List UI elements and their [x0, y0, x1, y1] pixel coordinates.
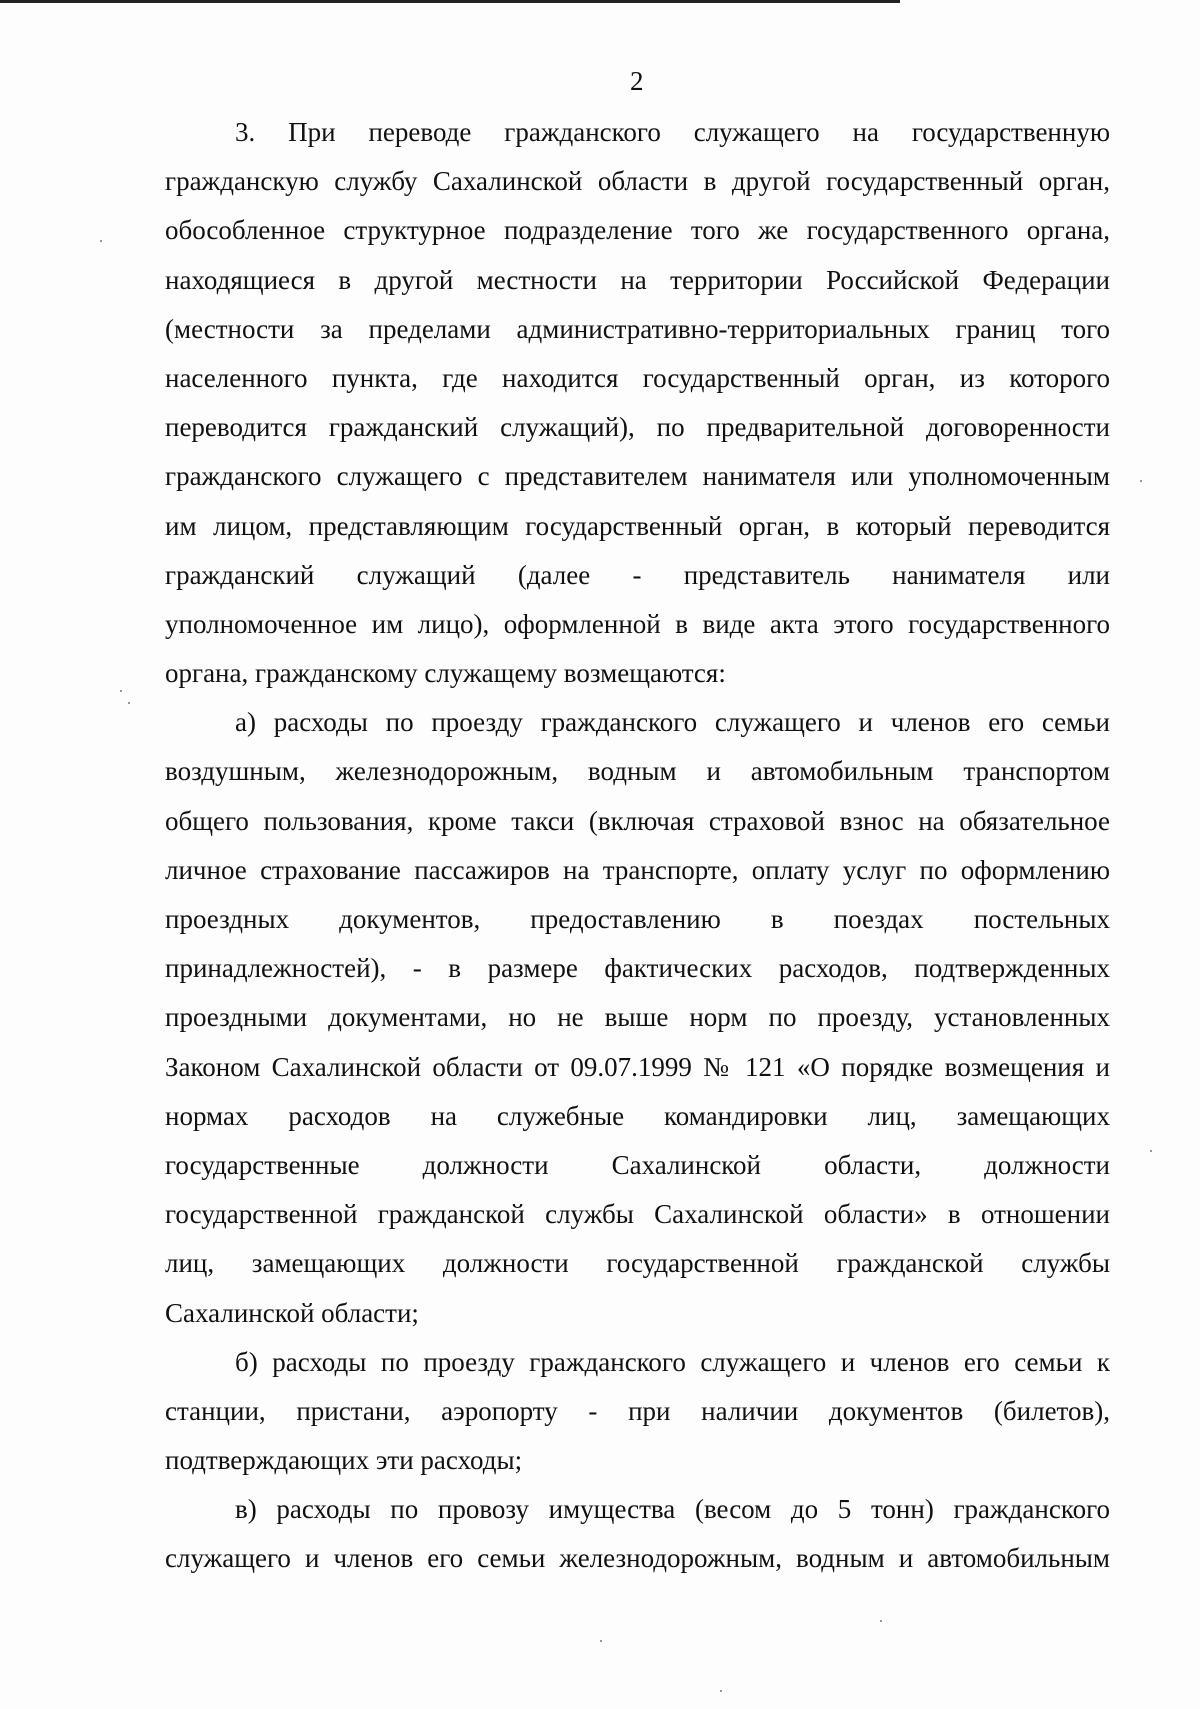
- text-line: органа, гражданскому служащему возмещаются:: [165, 658, 726, 689]
- text-line: служащего и членов его семьи железнодорожным, водным и автомобильным: [165, 1543, 1110, 1574]
- text-line: (местности за пределами административно-территориальных границ того: [165, 313, 1110, 344]
- scan-speck: [1150, 1150, 1152, 1152]
- text-line: переводится гражданский служащий), по предварительной договоренности: [165, 412, 1110, 443]
- top-edge-rule: [0, 0, 900, 3]
- scan-speck: [1140, 480, 1142, 482]
- text-line: лиц, замещающих должности государственной гражданской службы: [165, 1248, 1110, 1279]
- text-line: Законом Сахалинской области от 09.07.1999 № 121 «О порядке возмещения и: [165, 1051, 1110, 1082]
- text-line: нормах расходов на служебные командировки лиц, замещающих: [165, 1100, 1110, 1131]
- scan-speck: [720, 1690, 722, 1692]
- text-line: населенного пункта, где находится государственный орган, из которого: [165, 362, 1110, 393]
- text-line: государственные должности Сахалинской области, должности: [165, 1149, 1110, 1180]
- text-line: им лицом, представляющим государственный орган, в который переводится: [165, 510, 1110, 541]
- text-line: воздушным, железнодорожным, водным и автомобильным транспортом: [165, 756, 1110, 787]
- scan-speck: [100, 240, 102, 242]
- paragraph-v: [165, 1485, 1110, 1583]
- text-line: уполномоченное им лицо), оформленной в виде акта этого государственного: [165, 608, 1110, 639]
- text-line: государственной гражданской службы Сахалинской области» в отношении: [165, 1199, 1110, 1230]
- text-line: гражданского служащего с представителем нанимателя или уполномоченным: [165, 461, 1110, 492]
- document-body: [165, 108, 1110, 1584]
- scan-speck: [120, 690, 122, 692]
- text-line: а) расходы по проезду гражданского служащего и членов его семьи: [235, 707, 1110, 738]
- page-number: 2: [630, 66, 644, 96]
- text-line: гражданский служащий (далее - представитель нанимателя или: [165, 559, 1110, 590]
- paragraph-3: [165, 108, 1110, 698]
- text-line: находящиеся в другой местности на территории Российской Федерации: [165, 264, 1110, 295]
- text-line: личное страхование пассажиров на транспорте, оплату услуг по оформлению: [165, 854, 1110, 885]
- paragraph-b: [165, 1338, 1110, 1486]
- text-line: станции, пристани, аэропорту - при наличии документов (билетов),: [165, 1395, 1110, 1426]
- text-line: 3. При переводе гражданского служащего на государственную: [235, 117, 1110, 147]
- text-line: подтверждающих эти расходы;: [165, 1445, 523, 1476]
- text-line: б) расходы по проезду гражданского служащего и членов его семьи к: [235, 1346, 1110, 1377]
- text-line: обособленное структурное подразделение того же государственного органа,: [165, 215, 1110, 246]
- text-line: в) расходы по провозу имущества (весом до 5 тонн) гражданского: [235, 1494, 1110, 1525]
- text-line: гражданскую службу Сахалинской области в другой государственный орган,: [165, 166, 1110, 197]
- text-line: Сахалинской области;: [165, 1297, 419, 1328]
- scan-speck: [128, 702, 130, 704]
- text-line: проездными документами, но не выше норм по проезду, установленных: [165, 1002, 1110, 1033]
- text-line: принадлежностей), - в размере фактических расходов, подтвержденных: [165, 953, 1110, 984]
- paragraph-a: [165, 698, 1110, 1337]
- scan-speck: [880, 1620, 882, 1622]
- text-line: общего пользования, кроме такси (включая страховой взнос на обязательное: [165, 805, 1110, 836]
- text-line: проездных документов, предоставлению в поездах постельных: [165, 904, 1110, 934]
- scan-speck: [600, 1640, 602, 1642]
